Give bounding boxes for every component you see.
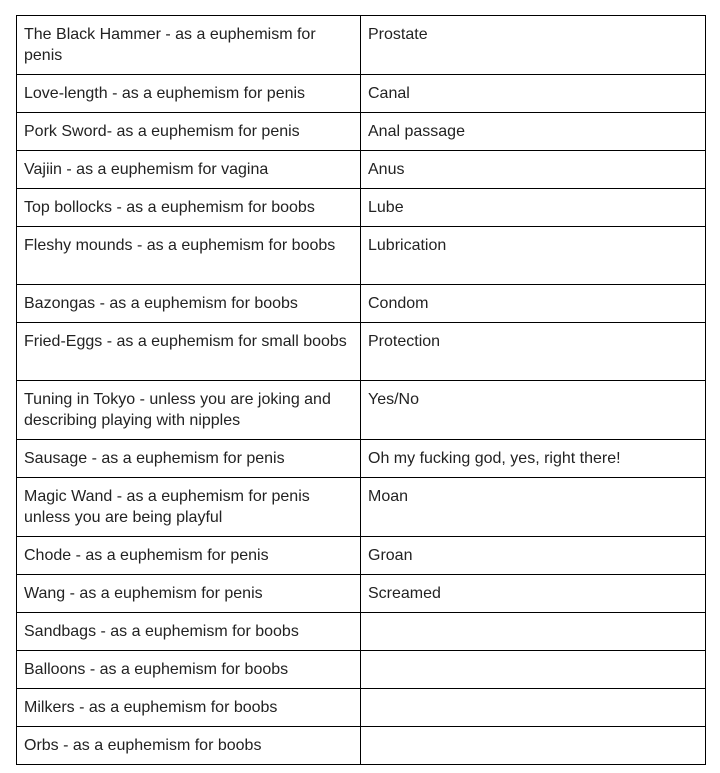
left-cell: Tuning in Tokyo - unless you are joking and describing playing with nipples xyxy=(17,381,361,440)
table-row xyxy=(17,151,706,189)
left-cell: Sandbags - as a euphemism for boobs xyxy=(17,613,361,651)
left-cell: Pork Sword- as a euphemism for penis xyxy=(17,113,361,151)
left-cell: Bazongas - as a euphemism for boobs xyxy=(17,285,361,323)
left-cell: Love-length - as a euphemism for penis xyxy=(17,75,361,113)
word-table xyxy=(16,15,706,765)
right-cell: Condom xyxy=(361,285,706,323)
table-row xyxy=(17,189,706,227)
left-cell: Sausage - as a euphemism for penis xyxy=(17,440,361,478)
right-cell xyxy=(361,727,706,765)
right-cell: Groan xyxy=(361,537,706,575)
right-cell: Protection xyxy=(361,323,706,381)
right-cell: Oh my fucking god, yes, right there! xyxy=(361,440,706,478)
left-cell: Top bollocks - as a euphemism for boobs xyxy=(17,189,361,227)
right-cell xyxy=(361,651,706,689)
right-cell: Prostate xyxy=(361,16,706,75)
left-cell: Balloons - as a euphemism for boobs xyxy=(17,651,361,689)
left-cell: Milkers - as a euphemism for boobs xyxy=(17,689,361,727)
right-cell xyxy=(361,689,706,727)
table-row xyxy=(17,285,706,323)
left-cell: Wang - as a euphemism for penis xyxy=(17,575,361,613)
left-cell: The Black Hammer - as a euphemism for penis xyxy=(17,16,361,75)
table-row xyxy=(17,575,706,613)
table-row xyxy=(17,113,706,151)
right-cell: Lubrication xyxy=(361,227,706,285)
table-row xyxy=(17,75,706,113)
table-row xyxy=(17,613,706,651)
right-cell: Canal xyxy=(361,75,706,113)
left-cell: Orbs - as a euphemism for boobs xyxy=(17,727,361,765)
right-cell: Yes/No xyxy=(361,381,706,440)
table-row xyxy=(17,727,706,765)
right-cell: Lube xyxy=(361,189,706,227)
left-cell: Magic Wand - as a euphemism for penis unless you are being playful xyxy=(17,478,361,537)
table-row xyxy=(17,689,706,727)
left-cell: Chode - as a euphemism for penis xyxy=(17,537,361,575)
table-row xyxy=(17,651,706,689)
table-row xyxy=(17,478,706,537)
right-cell: Anal passage xyxy=(361,113,706,151)
right-cell: Screamed xyxy=(361,575,706,613)
table-row xyxy=(17,227,706,285)
right-cell: Anus xyxy=(361,151,706,189)
table-row xyxy=(17,537,706,575)
table-row xyxy=(17,16,706,75)
table-row xyxy=(17,323,706,381)
right-cell: Moan xyxy=(361,478,706,537)
left-cell: Vajiin - as a euphemism for vagina xyxy=(17,151,361,189)
left-cell: Fleshy mounds - as a euphemism for boobs xyxy=(17,227,361,285)
right-cell xyxy=(361,613,706,651)
left-cell: Fried-Eggs - as a euphemism for small boobs xyxy=(17,323,361,381)
table-row xyxy=(17,440,706,478)
table-row xyxy=(17,381,706,440)
